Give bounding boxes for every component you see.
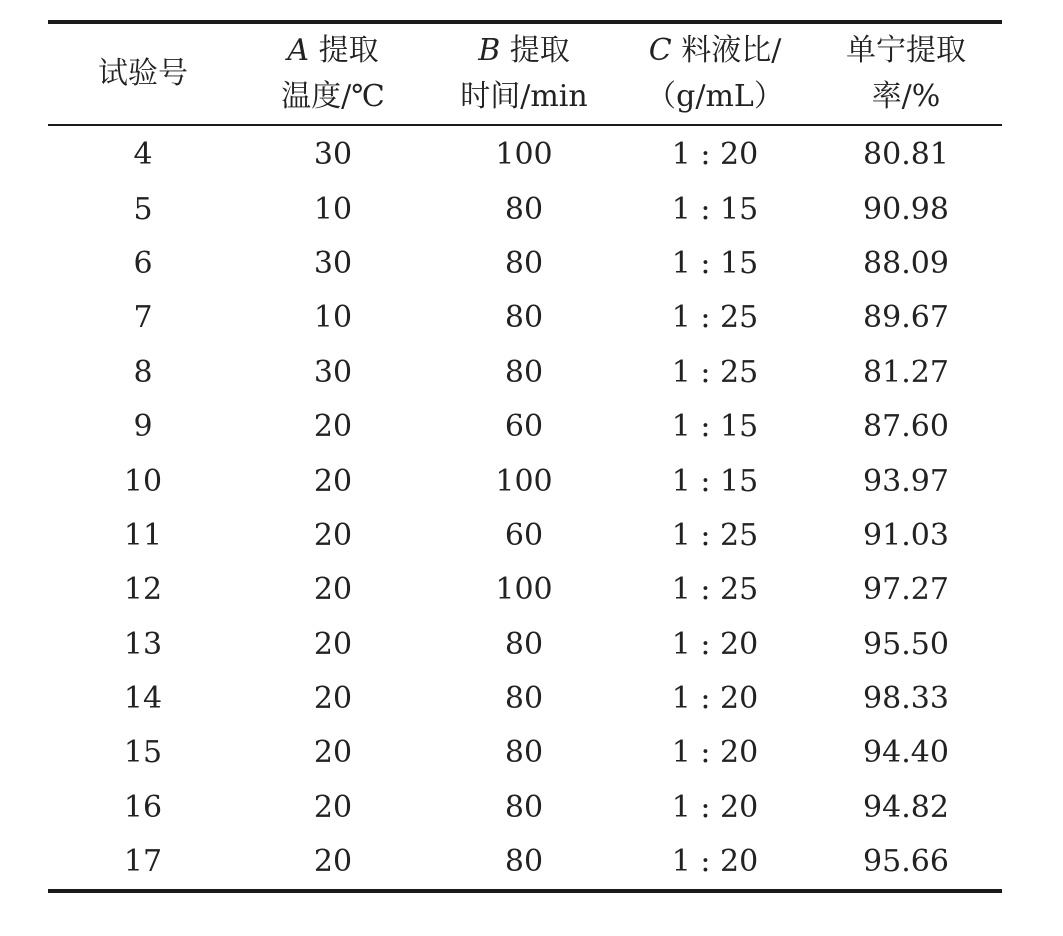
cell-yield: 88.09 [863,245,949,281]
header-temperature-line-2: 温度/℃ [281,79,385,114]
cell-yield: 90.98 [863,191,949,227]
cell-trial-number: 12 [123,572,163,608]
cell-temperature: 10 [313,300,353,336]
cell-ratio: 1 : 25 [671,517,759,553]
cell-ratio: 1 : 20 [671,735,759,771]
cell-trial-number: 16 [123,789,163,825]
header-yield-line-2: 率/% [871,79,941,114]
cell-temperature: 20 [313,789,353,825]
factor-b-symbol: B [478,33,501,68]
cell-trial-number: 4 [133,137,153,173]
cell-trial-number: 11 [123,517,163,553]
data-table-container [48,20,1002,893]
header-ratio-text-1: 料液比/ [681,33,782,68]
cell-ratio: 1 : 20 [671,681,759,717]
cell-time: 80 [504,844,544,880]
cell-yield: 94.40 [863,735,949,771]
cell-trial-number: 9 [133,409,153,445]
table-row [48,726,1002,780]
cell-ratio: 1 : 25 [671,354,759,390]
table-row [48,400,1002,454]
table-row [48,672,1002,726]
header-time-line-1 [428,28,620,74]
cell-trial-number: 8 [133,354,153,390]
cell-temperature: 30 [313,245,353,281]
cell-temperature: 20 [313,517,353,553]
cell-time: 60 [504,517,544,553]
cell-trial-number: 10 [123,463,163,499]
cell-temperature: 10 [313,191,353,227]
table-header [48,22,1002,125]
cell-time: 80 [504,789,544,825]
cell-yield: 81.27 [863,354,949,390]
header-solid-liquid-ratio [620,22,810,125]
cell-temperature: 20 [313,681,353,717]
cell-yield: 97.27 [863,572,949,608]
cell-time: 80 [504,354,544,390]
experiment-results-table [48,20,1002,893]
factor-a-symbol: A [287,33,310,68]
cell-ratio: 1 : 20 [671,789,759,825]
cell-time: 80 [504,300,544,336]
cell-temperature: 20 [313,735,353,771]
cell-time: 80 [504,681,544,717]
cell-time: 80 [504,626,544,662]
cell-temperature: 20 [313,409,353,445]
cell-ratio: 1 : 20 [671,137,759,173]
table-row [48,237,1002,291]
cell-yield: 80.81 [863,137,949,173]
cell-yield: 95.50 [863,626,949,662]
header-trial-number [48,22,238,125]
cell-ratio: 1 : 25 [671,572,759,608]
table-row [48,291,1002,345]
header-time-text-1: 提取 [509,33,570,68]
table-row [48,182,1002,236]
table-row [48,618,1002,672]
header-row [48,22,1002,125]
cell-temperature: 20 [313,572,353,608]
table-body [48,125,1002,891]
header-temperature-line-1 [238,28,428,74]
cell-temperature: 30 [313,354,353,390]
header-extraction-time [428,22,620,125]
cell-time: 80 [504,191,544,227]
cell-temperature: 20 [313,844,353,880]
cell-temperature: 30 [313,137,353,173]
header-ratio-line-2: （g/mL） [646,79,784,114]
table-row [48,454,1002,508]
table-row [48,346,1002,400]
cell-yield: 89.67 [863,300,949,336]
cell-trial-number: 7 [133,300,153,336]
header-tannin-yield [810,22,1002,125]
factor-c-symbol: C [648,33,672,68]
cell-trial-number: 15 [123,735,163,771]
cell-time: 100 [495,137,553,173]
cell-temperature: 20 [313,626,353,662]
cell-time: 80 [504,735,544,771]
cell-temperature: 20 [313,463,353,499]
cell-time: 60 [504,409,544,445]
cell-yield: 87.60 [863,409,949,445]
cell-trial-number: 6 [133,245,153,281]
cell-time: 100 [495,463,553,499]
cell-ratio: 1 : 15 [671,409,759,445]
table-row [48,125,1002,182]
cell-yield: 95.66 [863,844,949,880]
table-row [48,563,1002,617]
cell-ratio: 1 : 20 [671,626,759,662]
cell-yield: 98.33 [863,681,949,717]
cell-trial-number: 13 [123,626,163,662]
cell-ratio: 1 : 20 [671,844,759,880]
header-trial-number-line: 试验号 [98,56,188,91]
table-row [48,781,1002,835]
cell-time: 80 [504,245,544,281]
cell-time: 100 [495,572,553,608]
header-temperature-text-1: 提取 [318,33,379,68]
header-time-line-2: 时间/min [460,79,588,114]
cell-yield: 94.82 [863,789,949,825]
header-extraction-temperature [238,22,428,125]
cell-ratio: 1 : 15 [671,191,759,227]
table-row [48,509,1002,563]
cell-yield: 93.97 [863,463,949,499]
cell-yield: 91.03 [863,517,949,553]
cell-ratio: 1 : 15 [671,245,759,281]
header-ratio-line-1 [620,28,810,74]
cell-trial-number: 14 [123,681,163,717]
table-row [48,835,1002,891]
cell-ratio: 1 : 25 [671,300,759,336]
cell-trial-number: 17 [123,844,163,880]
cell-ratio: 1 : 15 [671,463,759,499]
cell-trial-number: 5 [133,191,153,227]
header-yield-line-1: 单宁提取 [846,33,966,68]
